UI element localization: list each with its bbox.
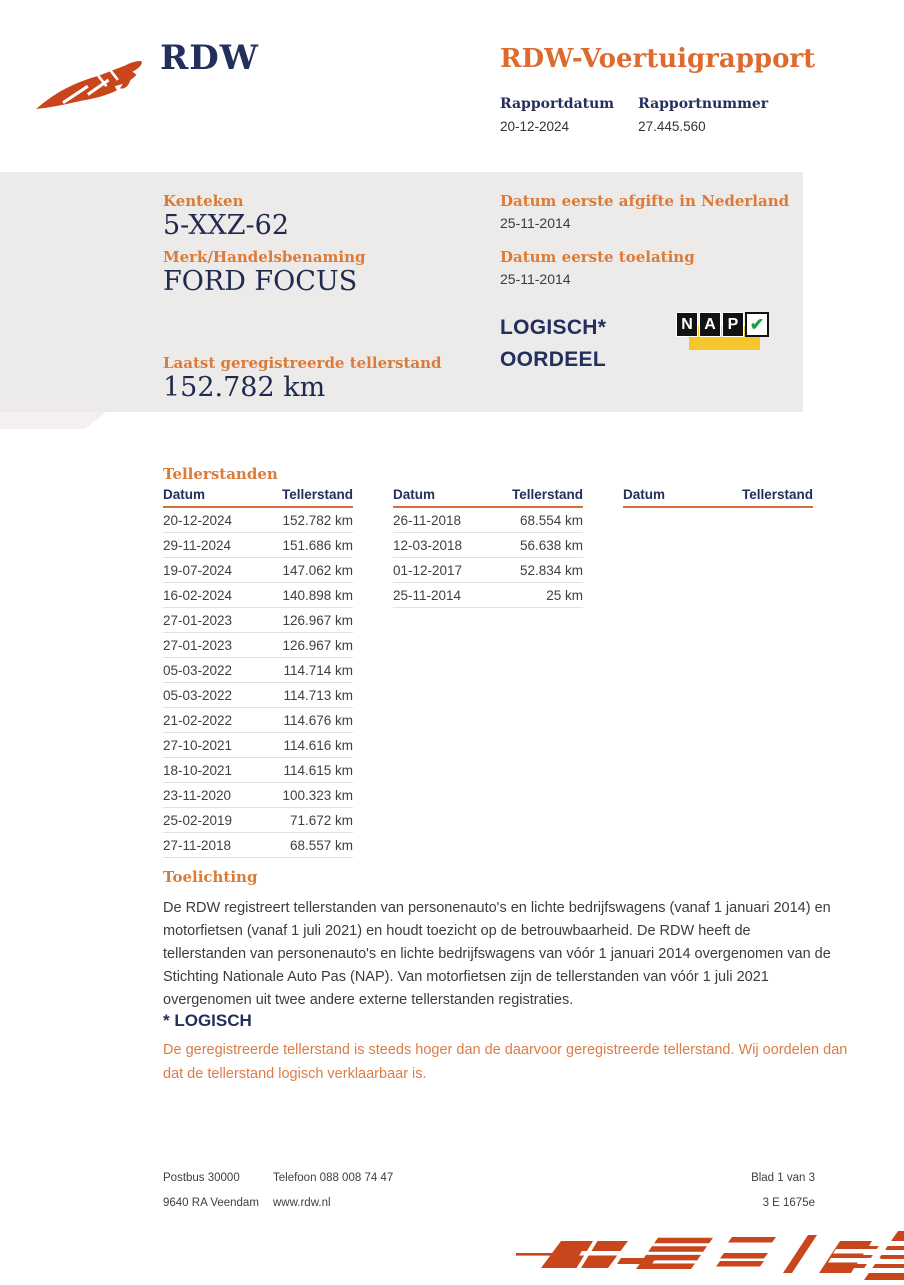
cell-datum: 25-11-2014 [393, 588, 462, 603]
footer-postbus: Postbus 30000 [163, 1172, 240, 1184]
cell-datum: 27-01-2023 [163, 613, 233, 628]
cell-tellerstand: 71.672 km [289, 813, 353, 828]
table-row [163, 508, 353, 533]
report-number-label: Rapportnummer [638, 96, 769, 112]
table-row [393, 583, 583, 608]
oordeel-line2: OORDEEL [500, 348, 606, 371]
kenteken-value: 5-XXZ-62 [163, 210, 290, 241]
report-date-value: 20-12-2024 [500, 119, 570, 134]
table-header [623, 487, 813, 508]
table-row [163, 558, 353, 583]
cell-datum: 29-11-2024 [163, 538, 232, 553]
odometer-table-3 [623, 487, 813, 858]
table-row [163, 833, 353, 858]
footer-adres: 9640 RA Veendam [163, 1197, 259, 1209]
cell-tellerstand: 25 km [546, 588, 583, 603]
toelating-value: 25-11-2014 [500, 271, 571, 287]
column-header-datum: Datum [163, 487, 206, 502]
cell-datum: 18-10-2021 [163, 763, 233, 778]
nap-letter-n: N [676, 312, 698, 337]
report-number-value: 27.445.560 [638, 119, 706, 134]
kenteken-label: Kenteken [163, 192, 244, 210]
page-title: RDW-Voertuigrapport [500, 44, 816, 74]
nap-letter-a: A [699, 312, 721, 337]
column-header-tellerstand: Tellerstand [741, 487, 813, 502]
cell-datum: 01-12-2017 [393, 563, 463, 578]
table-row [163, 733, 353, 758]
logisch-heading: * LOGISCH [163, 1011, 252, 1030]
cell-tellerstand: 152.782 km [282, 513, 353, 528]
vehicle-summary-panel [0, 172, 803, 412]
cell-datum: 25-02-2019 [163, 813, 233, 828]
table-row [163, 633, 353, 658]
tellerstanden-heading: Tellerstanden [163, 465, 278, 483]
toelating-label: Datum eerste toelating [500, 248, 695, 266]
cell-datum: 27-10-2021 [163, 738, 233, 753]
speed-stripes-graphic [440, 1225, 904, 1280]
cell-tellerstand: 126.967 km [282, 638, 353, 653]
cell-datum: 27-11-2018 [163, 838, 232, 853]
report-meta [500, 96, 768, 134]
cell-tellerstand: 140.898 km [282, 588, 353, 603]
cell-tellerstand: 114.714 km [283, 663, 353, 678]
nap-logo [676, 312, 764, 352]
cell-datum: 26-11-2018 [393, 513, 462, 528]
rdw-logo-icon [34, 48, 150, 114]
toelichting-heading: Toelichting [163, 868, 258, 886]
cell-datum: 19-07-2024 [163, 563, 233, 578]
table-row [163, 808, 353, 833]
afgifte-value: 25-11-2014 [500, 215, 571, 231]
table-row [163, 533, 353, 558]
cell-tellerstand: 126.967 km [282, 613, 353, 628]
table-row [163, 708, 353, 733]
cell-datum: 16-02-2024 [163, 588, 233, 603]
cell-tellerstand: 114.615 km [283, 763, 353, 778]
toelichting-body: De RDW registreert tellerstanden van personenauto's en lichte bedrijfswagens (vanaf 1 januari 2014) en motorfietsen (vanaf 1 juli 2021) en houdt toezicht op de betrouwbaarheid. De RDW heeft de tellerstanden van personenauto's en lichte bedrijfswagens van vóór 1 januari 2014 overgenomen van de Stichting Nationale Auto Pas (NAP). Van motorfietsen zijn de tellerstanden van vóór 1 juli 2021 overgenomen uit twee andere externe tellerstanden registraties. [163, 900, 831, 1008]
table-row [163, 608, 353, 633]
cell-tellerstand: 68.557 km [289, 838, 353, 853]
odometer-table-2 [393, 487, 583, 858]
panel-corner-decoration [0, 412, 106, 429]
table-header [393, 487, 583, 508]
merk-label: Merk/Handelsbenaming [163, 248, 366, 266]
laatste-tellerstand-value: 152.782 km [163, 372, 326, 403]
cell-datum: 05-03-2022 [163, 688, 233, 703]
cell-tellerstand: 56.638 km [519, 538, 583, 553]
nap-check-icon: ✔ [745, 312, 769, 337]
cell-tellerstand: 114.616 km [283, 738, 353, 753]
cell-tellerstand: 68.554 km [519, 513, 583, 528]
table-row [393, 533, 583, 558]
cell-tellerstand: 100.323 km [282, 788, 353, 803]
column-header-tellerstand: Tellerstand [281, 487, 353, 502]
table-row [163, 783, 353, 808]
oordeel-verdict [500, 312, 606, 376]
table-header [163, 487, 353, 508]
column-header-datum: Datum [393, 487, 436, 502]
cell-datum: 12-03-2018 [393, 538, 463, 553]
table-row [163, 683, 353, 708]
cell-datum: 21-02-2022 [163, 713, 233, 728]
cell-tellerstand: 147.062 km [282, 563, 353, 578]
column-header-datum: Datum [623, 487, 666, 502]
report-date-label: Rapportdatum [500, 96, 615, 112]
oordeel-line1: LOGISCH* [500, 316, 607, 339]
footer-page-number: Blad 1 van 3 [751, 1172, 815, 1184]
rdw-logo-text: RDW [160, 38, 259, 78]
table-row [393, 558, 583, 583]
afgifte-label: Datum eerste afgifte in Nederland [500, 192, 790, 210]
cell-tellerstand: 114.713 km [283, 688, 353, 703]
tellerstanden-tables [163, 487, 813, 858]
cell-datum: 27-01-2023 [163, 638, 233, 653]
merk-value: FORD FOCUS [163, 266, 358, 297]
footer-form-code: 3 E 1675e [762, 1197, 815, 1209]
laatste-tellerstand-label: Laatst geregistreerde tellerstand [163, 354, 442, 372]
cell-tellerstand: 52.834 km [519, 563, 583, 578]
footer-telefoon: Telefoon 088 008 74 47 [273, 1172, 394, 1184]
cell-tellerstand: 151.686 km [282, 538, 353, 553]
footer-website: www.rdw.nl [273, 1197, 331, 1209]
logisch-body: De geregistreerde tellerstand is steeds hoger dan de daarvoor geregistreerde tellerstand. Wij oordelen dan dat de tellerstand logisch verklaarbaar is. [163, 1042, 848, 1082]
column-header-tellerstand: Tellerstand [511, 487, 583, 502]
nap-letter-p: P [722, 312, 744, 337]
table-row [163, 758, 353, 783]
cell-datum: 05-03-2022 [163, 663, 233, 678]
cell-datum: 20-12-2024 [163, 513, 233, 528]
table-row [163, 658, 353, 683]
table-row [393, 508, 583, 533]
cell-tellerstand: 114.676 km [283, 713, 353, 728]
table-row [163, 583, 353, 608]
odometer-table-1 [163, 487, 353, 858]
cell-datum: 23-11-2020 [163, 788, 232, 803]
